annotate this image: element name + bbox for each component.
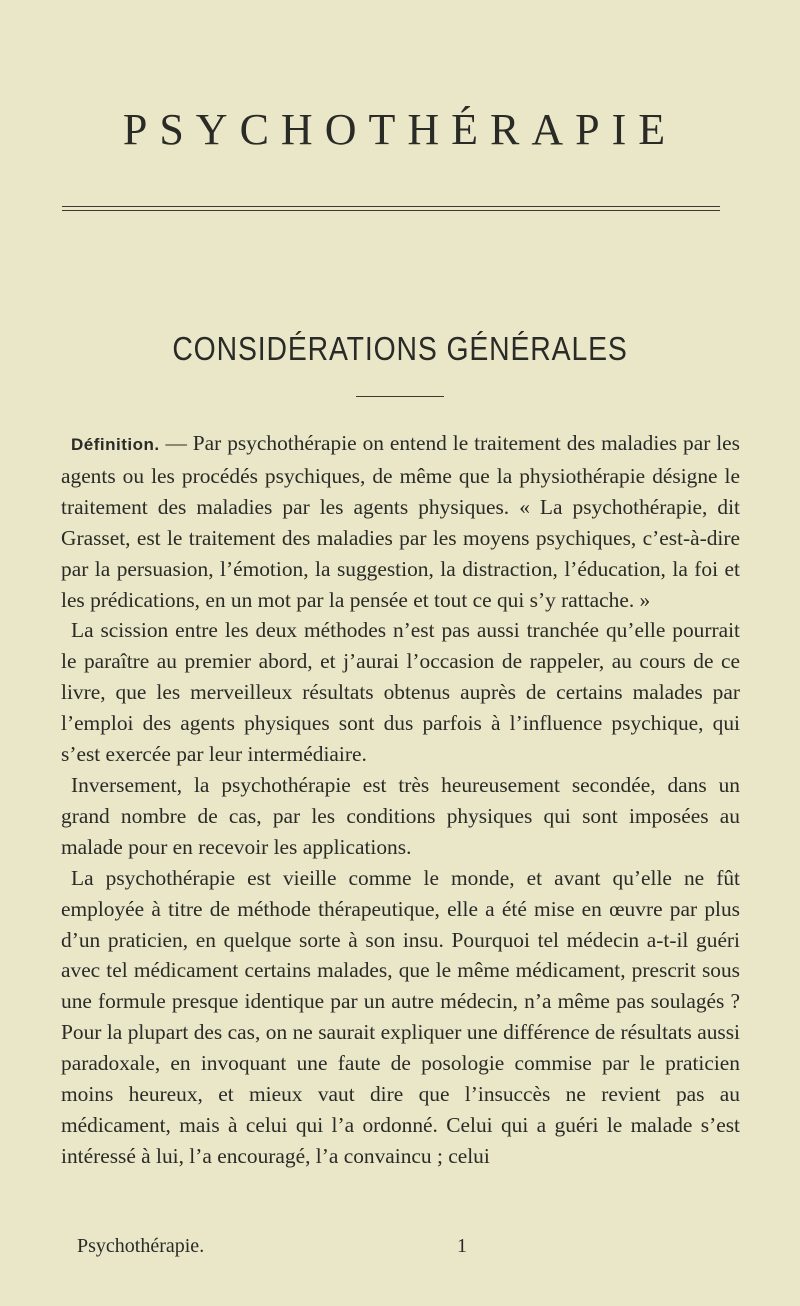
definition-lead: Définition. bbox=[71, 435, 160, 454]
double-rule-divider bbox=[62, 206, 720, 211]
page-footer bbox=[77, 1236, 467, 1256]
chapter-title: CONSIDÉRATIONS GÉNÉRALES bbox=[172, 330, 628, 367]
paragraph-definition bbox=[61, 428, 740, 615]
book-title: PSYCHOTHÉRAPIE bbox=[122, 105, 678, 154]
body-text bbox=[61, 428, 740, 1172]
definition-text: — Par psychothérapie on entend le traitement des maladies par les agents ou les procédés psychiques, de même que la physiothérapie désigne le traitement des maladies par les agents physiques. « La psychothérapie, dit Grasset, est le traitement des maladies par les moyens psychiques, c’est-à-dire par la persuasion, l’émotion, la suggestion, la distraction, l’éducation, la foi et les prédications, en un mot par la pensée et tout ce qui s’y rattache. » bbox=[61, 431, 740, 612]
short-rule-divider bbox=[356, 396, 444, 397]
paragraph-inversement: Inversement, la psychothérapie est très heureusement secondée, dans un grand nombre de cas, par les conditions physiques qui sont imposées au malade pour en recevoir les applications. bbox=[61, 772, 740, 859]
footer-signature: Psychothérapie. bbox=[77, 1235, 205, 1257]
sheet-number: 1 bbox=[457, 1235, 467, 1257]
paragraph-vieille: La psychothérapie est vieille comme le monde, et avant qu’elle ne fût employée à titre de méthode thérapeutique, elle a été mise en œuvre par plus d’un praticien, en quelque sorte à son insu. Pourquoi tel médecin a-t-il guéri avec tel médicament certains malades, que le même médicament, prescrit sous une formule presque identique par un autre médecin, n’a même pas soulagés ? Pour la plupart des cas, on ne saurait expliquer une différence de résultats aussi paradoxale, en invoquant une faute de posologie commise par le praticien moins heureux, et mieux vaut dire que l’insuccès ne revient pas au médicament, mais à celui qui l’a ordonné. Celui qui a guéri le malade s’est intéressé à lui, l’a encouragé, l’a convaincu ; celui bbox=[61, 865, 740, 1168]
paragraph-scission: La scission entre les deux méthodes n’est pas aussi tranchée qu’elle pourrait le paraître au premier abord, et j’aurai l’occasion de rappeler, au cours de ce livre, que les merveilleux résultats obtenus auprès de certains malades par l’emploi des agents physiques sont dus parfois à l’influence psychique, qui s’est exercée par leur intermédiaire. bbox=[61, 618, 740, 767]
